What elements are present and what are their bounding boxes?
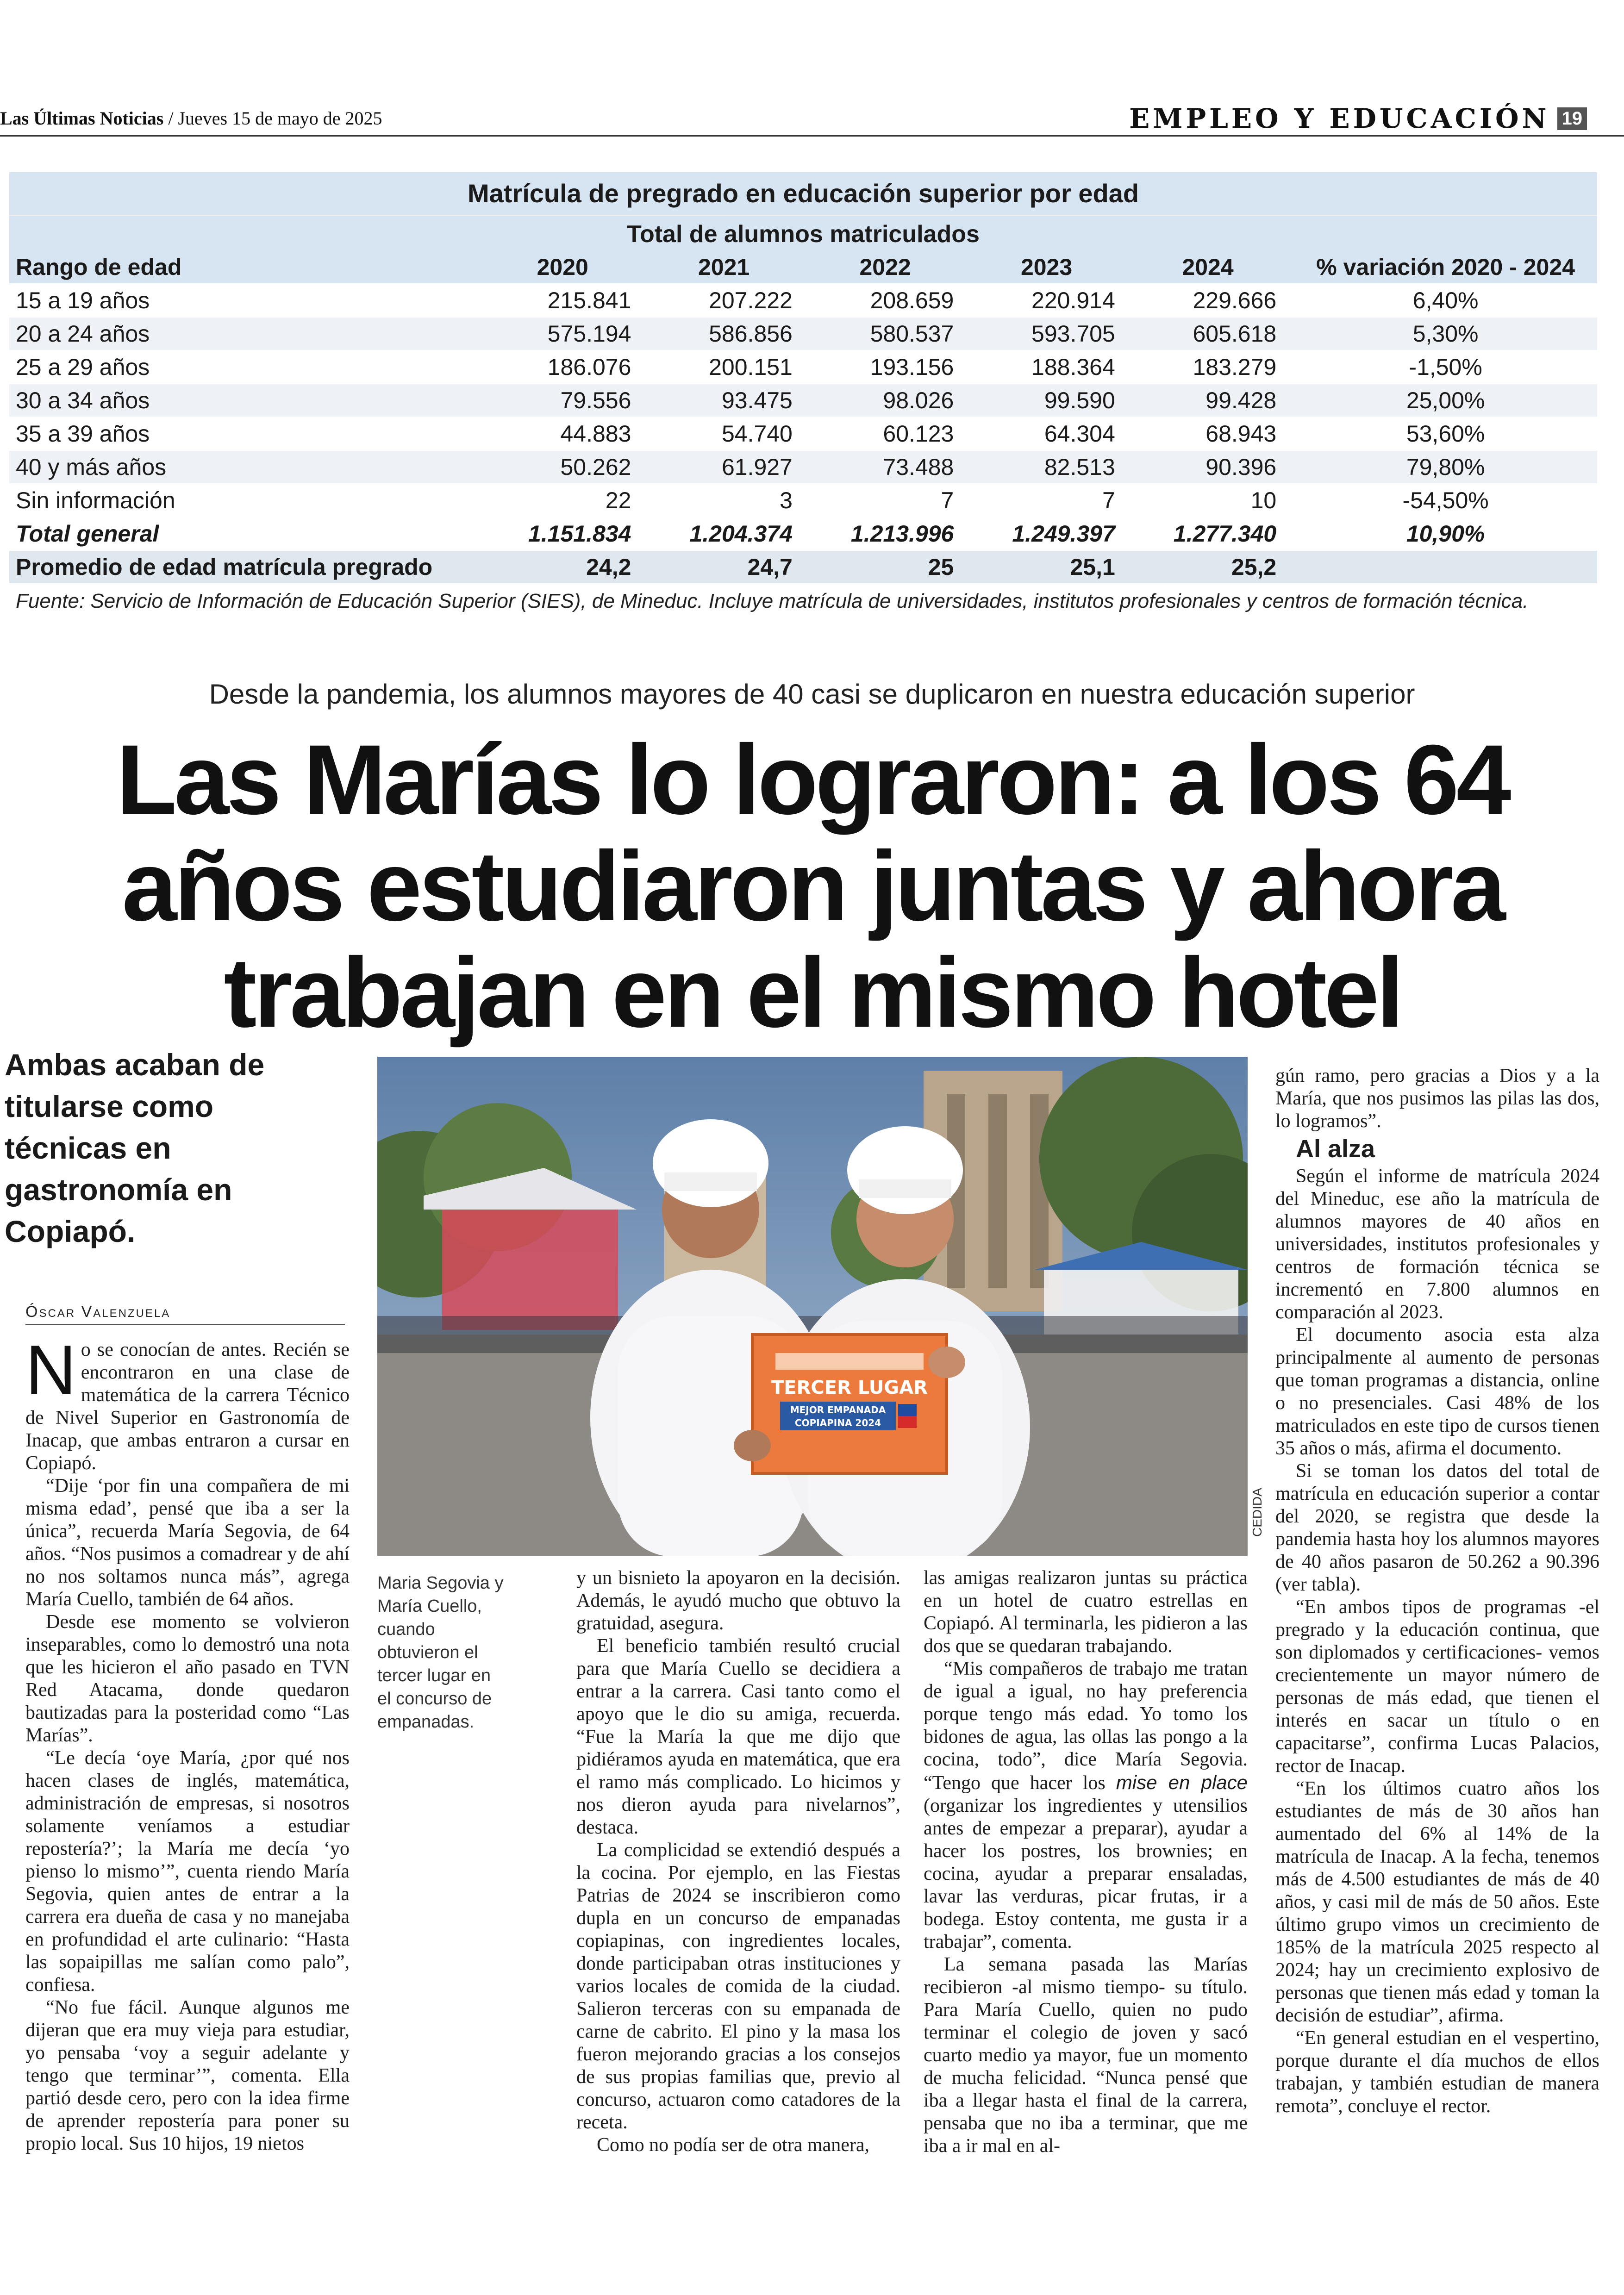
table-cell: 6,40% [1294, 284, 1597, 317]
article-column-1 [25, 1331, 350, 2155]
photo-credit: CEDIDA [1250, 1488, 1264, 1537]
paragraph: Según el informe de matrícula 2024 del Mineduc, ese año la matrícula de alumnos mayores de 40 años en universidades, institutos profesionales y centros de formación técnica se incrementó en 7.800 alumnos en comparación al 2023. [1275, 1166, 1599, 1323]
table-cell: 25 a 29 años [9, 350, 487, 384]
paragraph: Como no podía ser de otra manera, [597, 2134, 869, 2156]
table-row [9, 450, 1597, 484]
table-source-note: Fuente: Servicio de Información de Educación Superior (SIES), de Mineduc. Incluye matrícula de universidades, institutos profesionales y centros de formación técnica. [16, 590, 1529, 612]
table-average-row [9, 550, 1597, 584]
table-cell: 5,30% [1294, 317, 1597, 350]
table-cell: 215.841 [487, 284, 649, 317]
table-cell: 40 y más años [9, 450, 487, 484]
enrollment-table [9, 251, 1597, 584]
table-cell: 7 [810, 484, 971, 517]
table-cell [1294, 550, 1597, 584]
table-cell: 20 a 24 años [9, 317, 487, 350]
plaque-line: MEJOR EMPANADA [790, 1404, 886, 1416]
paragraph: Desde ese momento se volvieron inseparables, como lo demostró una nota que les hicieron el año pasado en TVN Red Atacama, donde quedaron bautizadas para la posteridad como “Las Marías”. [25, 1611, 350, 1746]
table-row [9, 350, 1597, 384]
table-row [9, 384, 1597, 417]
table-cell: 30 a 34 años [9, 384, 487, 417]
byline: Óscar Valenzuela [25, 1303, 171, 1321]
column-header: 2021 [649, 251, 810, 284]
table-row [9, 317, 1597, 350]
section-name: EMPLEO Y EDUCACIÓN [1129, 103, 1550, 134]
plaque-title: TERCER LUGAR [771, 1377, 928, 1398]
section-label [1129, 103, 1587, 134]
table-row [9, 284, 1597, 317]
paragraph: “En ambos tipos de programas -el pregrado y la educación continua, que son diplomados y certificaciones- vemos crecientemente un mayor número de personas de más edad, que tienen el interés en sacar un título o en capacitarse”, confirma Lucas Palacios, rector de Inacap. [1275, 1597, 1599, 1777]
column-header: 2024 [1133, 251, 1294, 284]
table-cell: -54,50% [1294, 484, 1597, 517]
column-header: 2022 [810, 251, 971, 284]
headline: Las Marías lo lograron: a los 64 años estudiaron juntas y ahora trabajan en el mismo hotel [116, 724, 1509, 1048]
table-cell: 7 [971, 484, 1132, 517]
table-cell: 186.076 [487, 350, 649, 384]
paragraph: El beneficio también resultó crucial para que María Cuello se decidiera a entrar a la carrera. Casi tanto como el apoyo que le dio su amiga, recuerda. “Fue la María la que me dijo que pidiéramos ayuda en matemática, que era el ramo más complicado. Lo hicimos y nos dieron ayuda para nivelarnos”, destaca. [576, 1635, 900, 1838]
paragraph: y un bisnieto la apoyaron en la decisión. Además, le ayudó mucho que obtuvo la gratuidad, asegura. [576, 1567, 900, 1634]
table-cell: 200.151 [649, 350, 810, 384]
table-cell: 82.513 [971, 450, 1132, 484]
drop-cap: N [25, 1331, 76, 1409]
italic-term: mise en place [1116, 1771, 1248, 1793]
table-cell: 229.666 [1133, 284, 1294, 317]
table-cell: 183.279 [1133, 350, 1294, 384]
paragraph [924, 1658, 1248, 1953]
article-column-3 [924, 1567, 1248, 2158]
paragraph: las amigas realizaron juntas su práctica en un hotel de cuatro estrellas en Copiapó. Al terminarla, les pidieron a las dos que se quedaran trabajando. [924, 1567, 1248, 1657]
table-cell: 25,1 [971, 550, 1132, 584]
table-subheading: Total de alumnos matriculados [9, 216, 1597, 251]
table-cell: 44.883 [487, 417, 649, 450]
table-cell: 605.618 [1133, 317, 1294, 350]
table-cell: 3 [649, 484, 810, 517]
paragraph: “En general estudian en el vespertino, porque durante el día muchos de ellos trabajan, y también estudian de manera remota”, concluye el rector. [1275, 2027, 1599, 2117]
table-cell: 188.364 [971, 350, 1132, 384]
table-row [9, 417, 1597, 450]
article-column-2 [576, 1567, 900, 2157]
table-cell: 1.249.397 [971, 517, 1132, 550]
table-cell: 79,80% [1294, 450, 1597, 484]
kicker: Desde la pandemia, los alumnos mayores de 40 casi se duplicaron en nuestra educación superior [209, 679, 1415, 710]
table-cell: 64.304 [971, 417, 1132, 450]
table-header-row [9, 251, 1597, 284]
table-title: Matrícula de pregrado en educación superior por edad [9, 172, 1597, 215]
article-column-4 [1275, 1065, 1599, 2118]
table-cell: 24,7 [649, 550, 810, 584]
photo-caption: Maria Segovia y María Cuello, cuando obtuvieron el tercer lugar en el concurso de empanadas. [377, 1573, 504, 1732]
table-cell: 15 a 19 años [9, 284, 487, 317]
table-cell: 25 [810, 550, 971, 584]
table-cell: 1.204.374 [649, 517, 810, 550]
table-cell: 10,90% [1294, 517, 1597, 550]
column-header: 2020 [487, 251, 649, 284]
table-cell: 53,60% [1294, 417, 1597, 450]
table-cell: 208.659 [810, 284, 971, 317]
table-cell: 1.151.834 [487, 517, 649, 550]
column-header: % variación 2020 - 2024 [1294, 251, 1597, 284]
table-cell: 593.705 [971, 317, 1132, 350]
paragraph: Si se toman los datos del total de matrícula en educación superior a contar del 2020, se registra que desde la pandemia hasta hoy los alumnos mayores de 40 años pasaron de 50.262 a 90.396 (ver tabla). [1275, 1460, 1599, 1595]
table-cell: 25,2 [1133, 550, 1294, 584]
table-cell: -1,50% [1294, 350, 1597, 384]
paragraph-text: “Mis compañeros de trabajo me tratan de igual a igual, no hay preferencia porque tengo más edad. Yo tomo los bidones de agua, las ollas las pongo a la cocina, todo”, dice María Segovia. “Tengo que hacer los [924, 1658, 1248, 1794]
table-cell: 35 a 39 años [9, 417, 487, 450]
table-row [9, 484, 1597, 517]
table-cell: 25,00% [1294, 384, 1597, 417]
paragraph: “Le decía ‘oye María, ¿por qué nos hacen clases de inglés, matemática, administración de empresas, si nosotros solamente veníamos a estudiar repostería?’; la María me decía ‘yo pienso lo mismo’”, cuenta riendo María Segovia, quien antes de entrar a la carrera era dueña de casa y no manejaba en profundidad el arte culinario: “Hasta las sopaipillas me salían como palo”, confiesa. [25, 1747, 350, 1996]
issue-date: Jueves 15 de mayo de 2025 [178, 108, 382, 129]
table-cell: 90.396 [1133, 450, 1294, 484]
table-cell: 580.537 [810, 317, 971, 350]
table-cell: 98.026 [810, 384, 971, 417]
paragraph: gún ramo, pero gracias a Dios y a la María, que nos pusimos las pilas las dos, lo logramos”. [1275, 1065, 1599, 1132]
table-cell: 50.262 [487, 450, 649, 484]
deck: Ambas acaban de titularse como técnicas en gastronomía en Copiapó. [5, 1048, 265, 1248]
table-cell: 22 [487, 484, 649, 517]
paragraph: “Dije ‘por fin una compañera de mi misma edad’, pensé que iba a ser la única”, recuerda María Segovia, de 64 años. “Nos pusimos a comadrear y de ahí no nos soltamos nunca más”, agrega María Cuello, también de 64 años. [25, 1475, 350, 1610]
table-cell: Total general [9, 517, 487, 550]
byline-rule [25, 1324, 345, 1325]
table-cell: Promedio de edad matrícula pregrado [9, 550, 487, 584]
table-cell: 99.428 [1133, 384, 1294, 417]
table-cell: 1.213.996 [810, 517, 971, 550]
table-cell: 1.277.340 [1133, 517, 1294, 550]
table-cell: 99.590 [971, 384, 1132, 417]
page-number: 19 [1557, 107, 1587, 130]
table-cell: 68.943 [1133, 417, 1294, 450]
table-cell: 575.194 [487, 317, 649, 350]
table-cell: Sin información [9, 484, 487, 517]
table-cell: 193.156 [810, 350, 971, 384]
subheading: Al alza [1296, 1135, 1375, 1163]
paragraph: “En los últimos cuatro años los estudiantes de más de 30 años han aumentado del 6% al 14% de la matrícula de Inacap. A la fecha, tenemos más de 4.500 estudiantes de más de 40 años, y casi mil de más de 50 años. Este último grupo vimos un crecimiento de 185% de la matrícula 2025 respecto al 2024; hay un crecimiento explosivo de personas que tienen más edad y toman la decisión de estudiar”, afirma. [1275, 1778, 1599, 2026]
table-cell: 54.740 [649, 417, 810, 450]
table-cell: 586.856 [649, 317, 810, 350]
plaque-line: COPIAPINA 2024 [794, 1417, 881, 1428]
column-header: 2023 [971, 251, 1132, 284]
newspaper-name: Las Últimas Noticias [0, 108, 164, 129]
paragraph: “No fue fácil. Aunque algunos me dijeran que era muy vieja para estudiar, yo pensaba ‘voy a seguir adelante y tengo que terminar’”, comenta. Ella partió desde cero, pero con la idea firme de aprender repostería para poner su propio local. Sus 10 hijos, 19 nietos [25, 1997, 350, 2154]
table-cell: 10 [1133, 484, 1294, 517]
article-photo [377, 1057, 1248, 1556]
table-cell: 220.914 [971, 284, 1132, 317]
table-total-row [9, 517, 1597, 550]
table-cell: 61.927 [649, 450, 810, 484]
paragraph: El documento asocia esta alza principalmente al aumento de personas que toman programas a distancia, online o no presenciales. Casi 48% de los matriculados en este tipo de cursos tienen 35 años o más, afirma el documento. [1275, 1324, 1599, 1459]
header-rule [0, 135, 1624, 137]
paragraph-text: o se conocían de antes. Recién se encontraron en una clase de matemática de la carrera Técnico de Nivel Superior en Gastronomía de Inacap, que ambas entraron a cursar en Copiapó. [25, 1339, 350, 1474]
table-cell: 73.488 [810, 450, 971, 484]
table-cell: 24,2 [487, 550, 649, 584]
table-cell: 93.475 [649, 384, 810, 417]
table-cell: 60.123 [810, 417, 971, 450]
photo-illustration [377, 1057, 1248, 1556]
column-header: Rango de edad [9, 251, 487, 284]
table-cell: 207.222 [649, 284, 810, 317]
paragraph [25, 1331, 350, 1475]
paragraph: La semana pasada las Marías recibieron -al mismo tiempo- su título. Para María Cuello, quien no pudo terminar el colegio de joven y sacó cuarto medio ya mayor, fue un momento de mucha felicidad. “Nunca pensé que iba a llegar hasta el final de la carrera, pensaba que no iba a terminar, que me iba a ir mal en al- [924, 1954, 1248, 2157]
paragraph: La complicidad se extendió después a la cocina. Por ejemplo, en las Fiestas Patrias de 2024 se inscribieron como dupla en un concurso de empanadas copiapinas, con ingredientes locales, donde participaban otras instituciones y varios locales de comida de la ciudad. Salieron terceras con su empanada de carne de cabrito. El pino y la masa los fueron mejorando gracias a los consejos de sus propias familias que, previo al concurso, actuaron como catadores de la receta. [576, 1840, 900, 2133]
masthead: Las Últimas Noticias / Jueves 15 de mayo de 2025 [0, 108, 382, 129]
table-cell: 79.556 [487, 384, 649, 417]
paragraph-text: (organizar los ingredientes y utensilios antes de empezar a preparar), ayudar a hacer los postres, los brownies; en cocina, ayudar a preparar ensaladas, lavar las verduras, picar frutas, ir a bodega. Estoy contenta, me gusta ir a trabajar”, comenta. [924, 1795, 1248, 1952]
